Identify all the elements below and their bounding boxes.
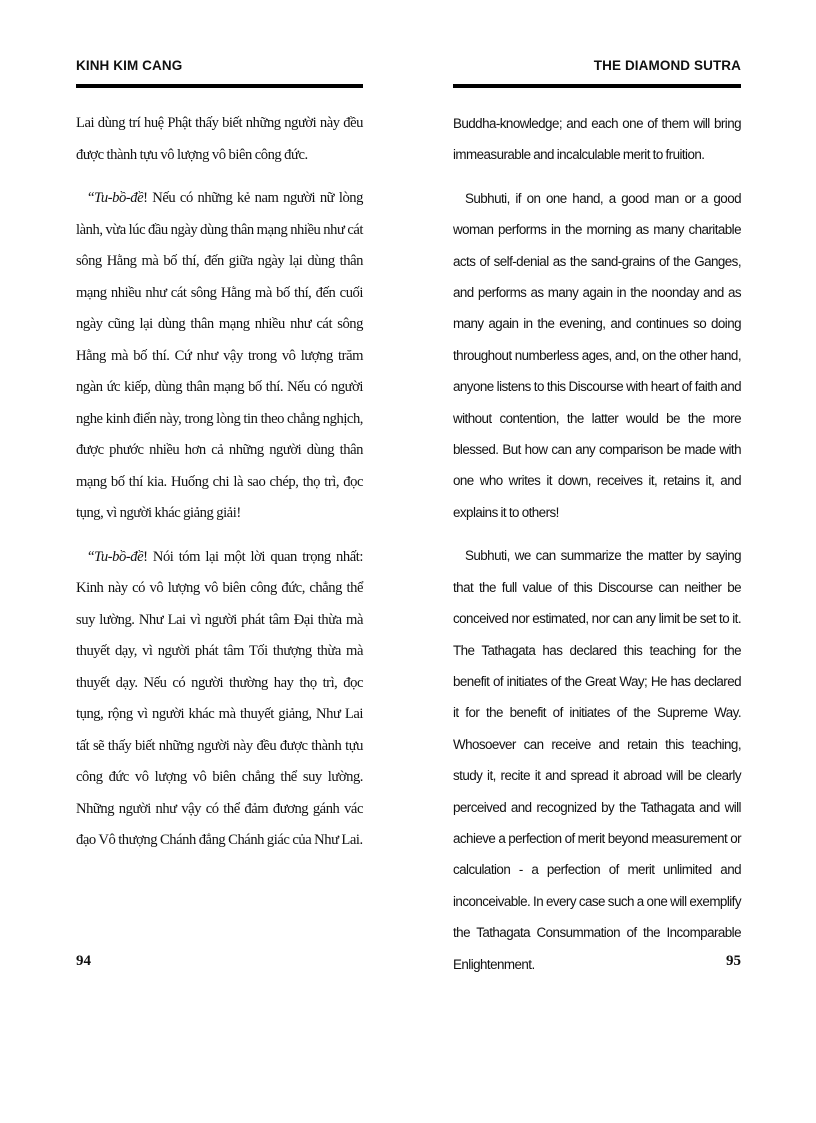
paragraph-text: ! Nói tóm lại một lời quan trọng nhất: Kinh này có vô lượng vô biên công đức, chẳng thể suy lường. Như Lai vì người phát tâm Đại thừa mà thuyết dạy, vì người phát tâm Tối thượng thừa mà thuyết dạy. Nếu có người thường hay thọ trì, đọc tụng, rộng vì người khác mà thuyết giảng, Như Lai tất sẽ thấy biết những người này đều được thành tựu công đức vô lượng vô biên chẳng thể suy lường. Những người như vậy có thể đảm đương gánh vác đạo Vô thượng Chánh đẳng Chánh giác của Như Lai. — [76, 548, 363, 848]
header-title: KINH KIM CANG — [76, 58, 183, 73]
paragraph-text: ! Nếu có những kẻ nam người nữ lòng lành, vừa lúc đầu ngày dùng thân mạng nhiều như cát sông Hằng mà bố thí, đến giữa ngày lại dùng thân mạng nhiều như cát sông Hằng mà bố thí, đến cuối ngày cũng lại dùng thân mạng nhiều như cát sông Hằng mà bố thí. Cứ như vậy trong vô lượng trăm ngàn ức kiếp, dùng thân mạng bố thí. Nếu có người nghe kinh điển này, trong lòng tin theo chẳng nghịch, được phước nhiều hơn cả những người dùng thân mạng bố thí kia. Huống chi là sao chép, thọ trì, đọc tụng, vì người khác giảng giải! — [76, 190, 363, 521]
header-rule — [76, 84, 363, 88]
body-text — [76, 108, 363, 869]
paragraph — [76, 542, 363, 857]
page-number: 95 — [726, 953, 741, 969]
running-header-left — [76, 58, 363, 78]
paragraph: Buddha-knowledge; and each one of them will bring immeasurable and incalculable merit to fruition. — [453, 116, 741, 163]
paragraph: Subhuti, we can summarize the matter by saying that the full value of this Discourse can neither be conceived nor estimated, nor can any limit be set to it. The Tathagata has declared this teaching for the benefit of initiates of the Great Way; He has declared it for the benefit of initiates of the Supreme Way. Whosoever can receive and retain this teaching, study it, recite it and spread it abroad will be clearly perceived and recognized by the Tathagata and will achieve a perfection of merit beyond measurement or calculation - a perfection of merit unlimited and inconceivable. In every case such a one will exemplify the Tathagata Consummation of the Incomparable Enlightenment. — [453, 548, 741, 972]
paragraph — [76, 108, 363, 171]
name-italic: Tu-bồ-đề — [94, 548, 144, 565]
page-number: 94 — [76, 953, 91, 969]
open-quote: “ — [88, 548, 95, 565]
open-quote: “ — [88, 190, 95, 206]
running-header-right — [453, 58, 741, 78]
paragraph: Subhuti, if on one hand, a good man or a good woman performs in the morning as many charitable acts of self-denial as the sand-grains of the Ganges, and performs as many again in the noonday and as many again in the evening, and continues so doing throughout numberless ages, and, on the other hand, anyone listens to this Discourse with heart of faith and without contention, the latter would be the more blessed. But how can any comparison be made with one who writes it down, receives it, retains it, and explains it to others! — [453, 190, 741, 520]
body-text — [453, 108, 741, 992]
header-title: THE DIAMOND SUTRA — [593, 58, 741, 73]
header-rule — [453, 84, 741, 88]
name-italic: Tu-bồ-đề — [94, 190, 144, 206]
right-page — [453, 0, 741, 1123]
left-page — [76, 0, 363, 1123]
paragraph — [76, 183, 363, 530]
paragraph-text: Lai dùng trí huệ Phật thấy biết những người này đều được thành tựu vô lượng vô biên công đức. — [76, 115, 363, 163]
